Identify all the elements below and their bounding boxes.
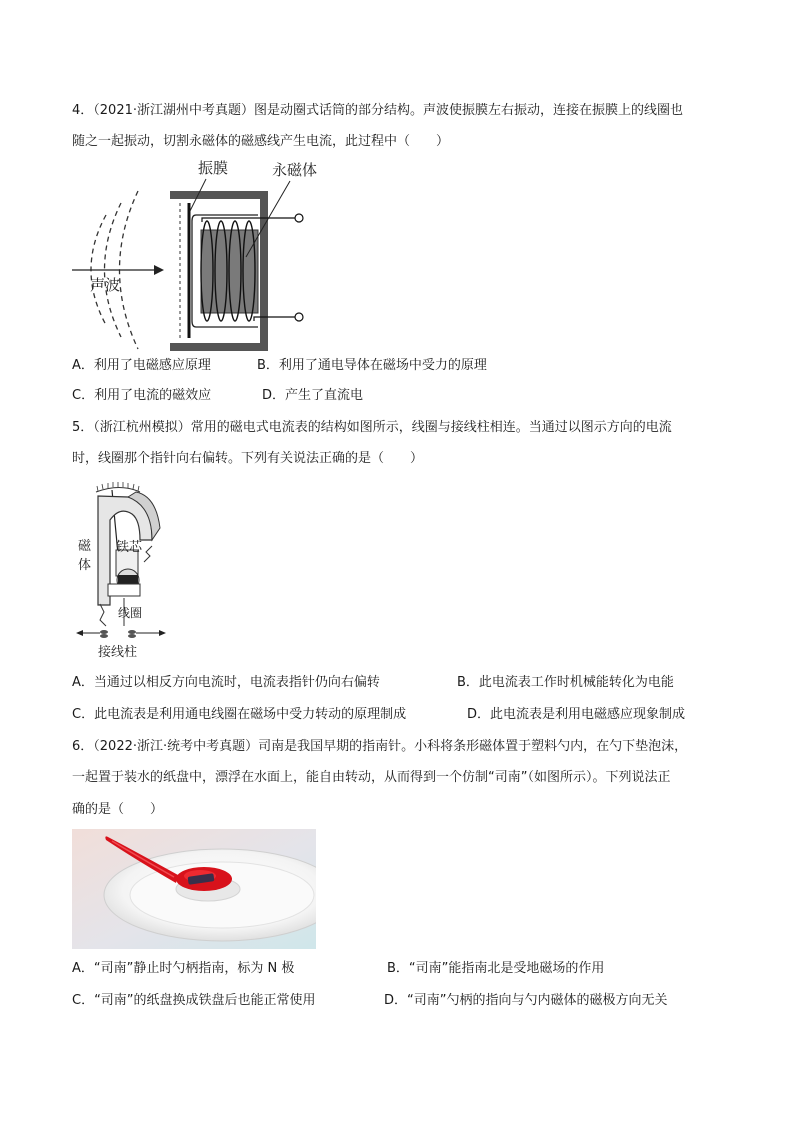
q4-option-a[interactable]: A．利用了电磁感应原理 [72, 358, 211, 373]
q5-label-magnet-2: 体 [78, 558, 92, 573]
q4-label-diaphragm: 振膜 [198, 159, 229, 177]
q5-stem-line2: 时，线圈那个指针向右偏转。下列有关说法正确的是（ ） [72, 451, 424, 466]
q5-option-a[interactable]: A．当通过以相反方向电流时，电流表指针仍向右偏转 [72, 675, 380, 690]
q6-stem-line2: 一起置于装水的纸盘中，漂浮在水面上，能自由转动，从而得到一个仿制“司南”（如图所示）。下列说法正 [72, 770, 671, 785]
q6-option-b[interactable]: B．“司南”能指南北是受地磁场的作用 [387, 961, 605, 976]
q5-label-magnet-1: 磁 [78, 539, 92, 554]
q5-label-coil: 线圈 [118, 606, 143, 620]
q6-option-c[interactable]: C．“司南”的纸盘换成铁盘后也能正常使用 [72, 993, 316, 1008]
q4-option-c[interactable]: C．利用了电流的磁效应 [72, 388, 212, 403]
q4-option-d[interactable]: D．产生了直流电 [262, 388, 364, 403]
q5-option-d[interactable]: D．此电流表是利用电磁感应现象制成 [467, 707, 686, 722]
q5-option-c[interactable]: C．此电流表是利用通电线圈在磁场中受力转动的原理制成 [72, 707, 407, 722]
q4-microphone-figure [68, 155, 318, 355]
q5-stem-line1: 5．（浙江杭州模拟）常用的磁电式电流表的结构如图所示，线圈与接线柱相连。当通过以图示方向的电流 [72, 420, 672, 435]
q4-label-wave: 声波 [90, 276, 121, 294]
q6-sinan-photo [72, 829, 316, 949]
q6-option-d[interactable]: D．“司南”勺柄的指向与勺内磁体的磁极方向无关 [384, 993, 668, 1008]
q4-stem-line1: 4．（2021·浙江湖州中考真题）图是动圈式话筒的部分结构。声波使振膜左右振动，连接在振膜上的线圈也 [72, 103, 683, 118]
q6-stem-line3: 确的是（ ） [72, 802, 164, 817]
q5-option-b[interactable]: B．此电流表工作时机械能转化为电能 [457, 675, 674, 690]
q4-stem-line2: 随之一起振动，切割永磁体的磁感线产生电流，此过程中（ ） [72, 134, 450, 149]
q5-label-terminal: 接线柱 [98, 645, 138, 660]
q6-option-a[interactable]: A．“司南”静止时勺柄指南，标为 N 极 [72, 961, 295, 976]
q5-label-core: 铁芯 [116, 540, 143, 555]
q4-option-b[interactable]: B．利用了通电导体在磁场中受力的原理 [257, 358, 487, 373]
q6-stem-line1: 6．（2022·浙江·统考中考真题）司南是我国早期的指南针。小科将条形磁体置于塑料勺内，在勺下垫泡沫， [72, 739, 688, 754]
q5-ammeter-figure [70, 480, 175, 665]
q4-label-magnet: 永磁体 [272, 161, 318, 179]
